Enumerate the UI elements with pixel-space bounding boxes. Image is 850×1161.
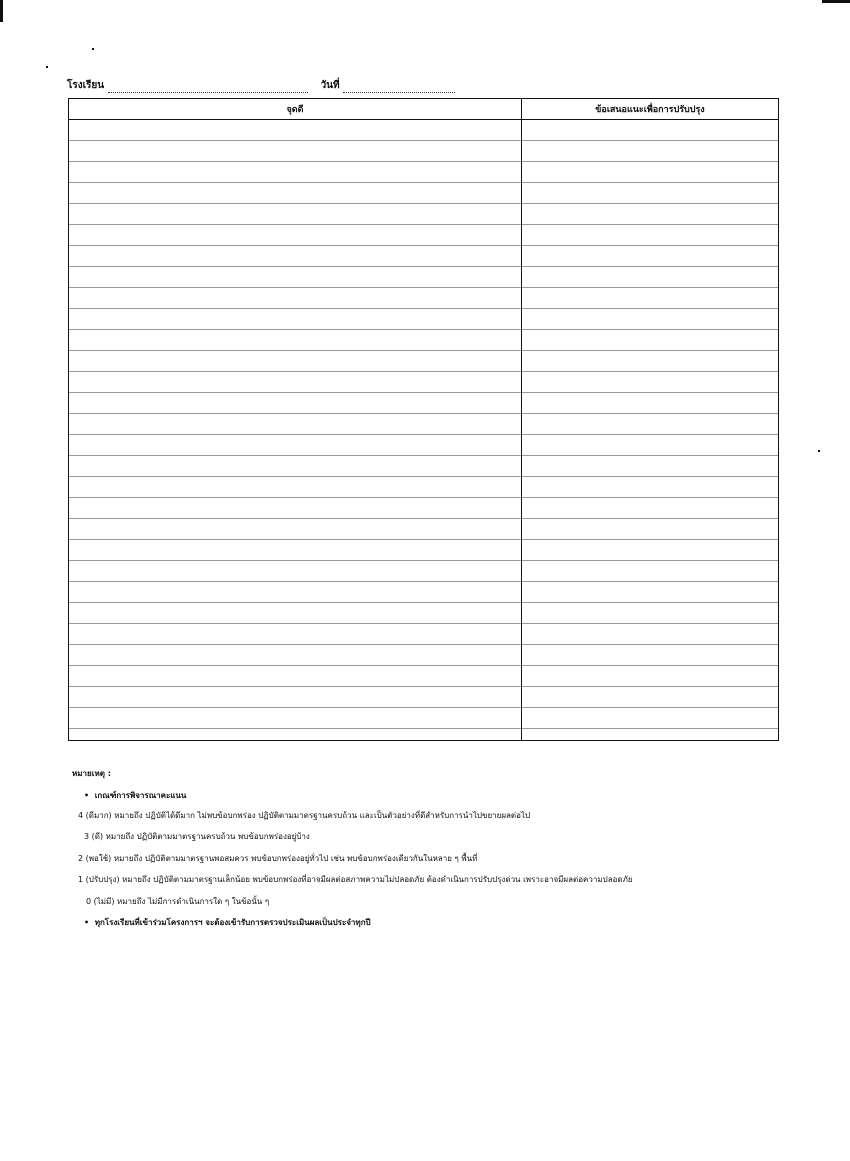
footer-note: • ทุกโรงเรียนที่เข้าร่วมโครงการฯ จะต้องเข้ารับการตรวจประเมินผลเป็นประจำทุกปี <box>84 918 371 927</box>
level-1-note: 1 (ปรับปรุง) หมายถึง ปฏิบัติตามมาตรฐานเล็กน้อย พบข้อบกพร่องที่อาจมีผลต่อสภาพความไม่ปลอดภัย ต้องดำเนินการปรับปรุงด่วน เพราะอาจมีผลต่อความปลอดภัย <box>78 875 633 884</box>
strengths-column-header: จุดดี <box>69 99 522 120</box>
scan-speck-2 <box>46 66 48 68</box>
suggestions-writing-area[interactable] <box>522 120 779 741</box>
level-3-note: 3 (ดี) หมายถึง ปฏิบัติตามมาตรฐานครบถ้วน พบข้อบกพร่องอยู่บ้าง <box>84 832 310 841</box>
school-label: โรงเรียน <box>67 80 105 91</box>
level-0-note: 0 (ไม่มี) หมายถึง ไม่มีการดำเนินการใด ๆ ในข้อนั้น ๆ <box>86 897 270 906</box>
form-header <box>67 78 777 94</box>
strengths-writing-area[interactable] <box>69 120 522 741</box>
suggestions-column-header: ข้อเสนอแนะเพื่อการปรับปรุง <box>522 99 779 120</box>
criteria-title: • เกณฑ์การพิจารณาคะแนน <box>84 791 187 800</box>
level-2-note: 2 (พอใช้) หมายถึง ปฏิบัติตามมาตรฐานพอสมควร พบข้อบกพร่องอยู่ทั่วไป เช่น พบข้อบกพร่องเดียวกันในหลาย ๆ พื้นที่ <box>78 854 478 863</box>
notes-title: หมายเหตุ : <box>72 769 111 778</box>
date-field[interactable] <box>343 82 455 93</box>
suggestions-ruled-lines <box>522 120 778 740</box>
bullet-icon: • <box>84 918 95 927</box>
scan-edge-mark-top-right <box>822 0 850 3</box>
scan-speck-3 <box>818 450 820 452</box>
date-label: วันที่ <box>320 80 340 91</box>
school-name-field[interactable] <box>108 82 308 93</box>
scan-edge-mark-top-left <box>0 0 3 22</box>
level-4-note: 4 (ดีมาก) หมายถึง ปฏิบัติได้ดีมาก ไม่พบข้อบกพร่อง ปฏิบัติตามมาตรฐานครบถ้วน และเป็นตัวอย่างที่ดีสำหรับการนำไปขยายผลต่อไป <box>78 811 531 820</box>
scan-speck-1 <box>92 48 94 50</box>
bullet-icon: • <box>84 791 95 800</box>
strengths-ruled-lines <box>69 120 521 740</box>
assessment-table <box>68 98 779 741</box>
